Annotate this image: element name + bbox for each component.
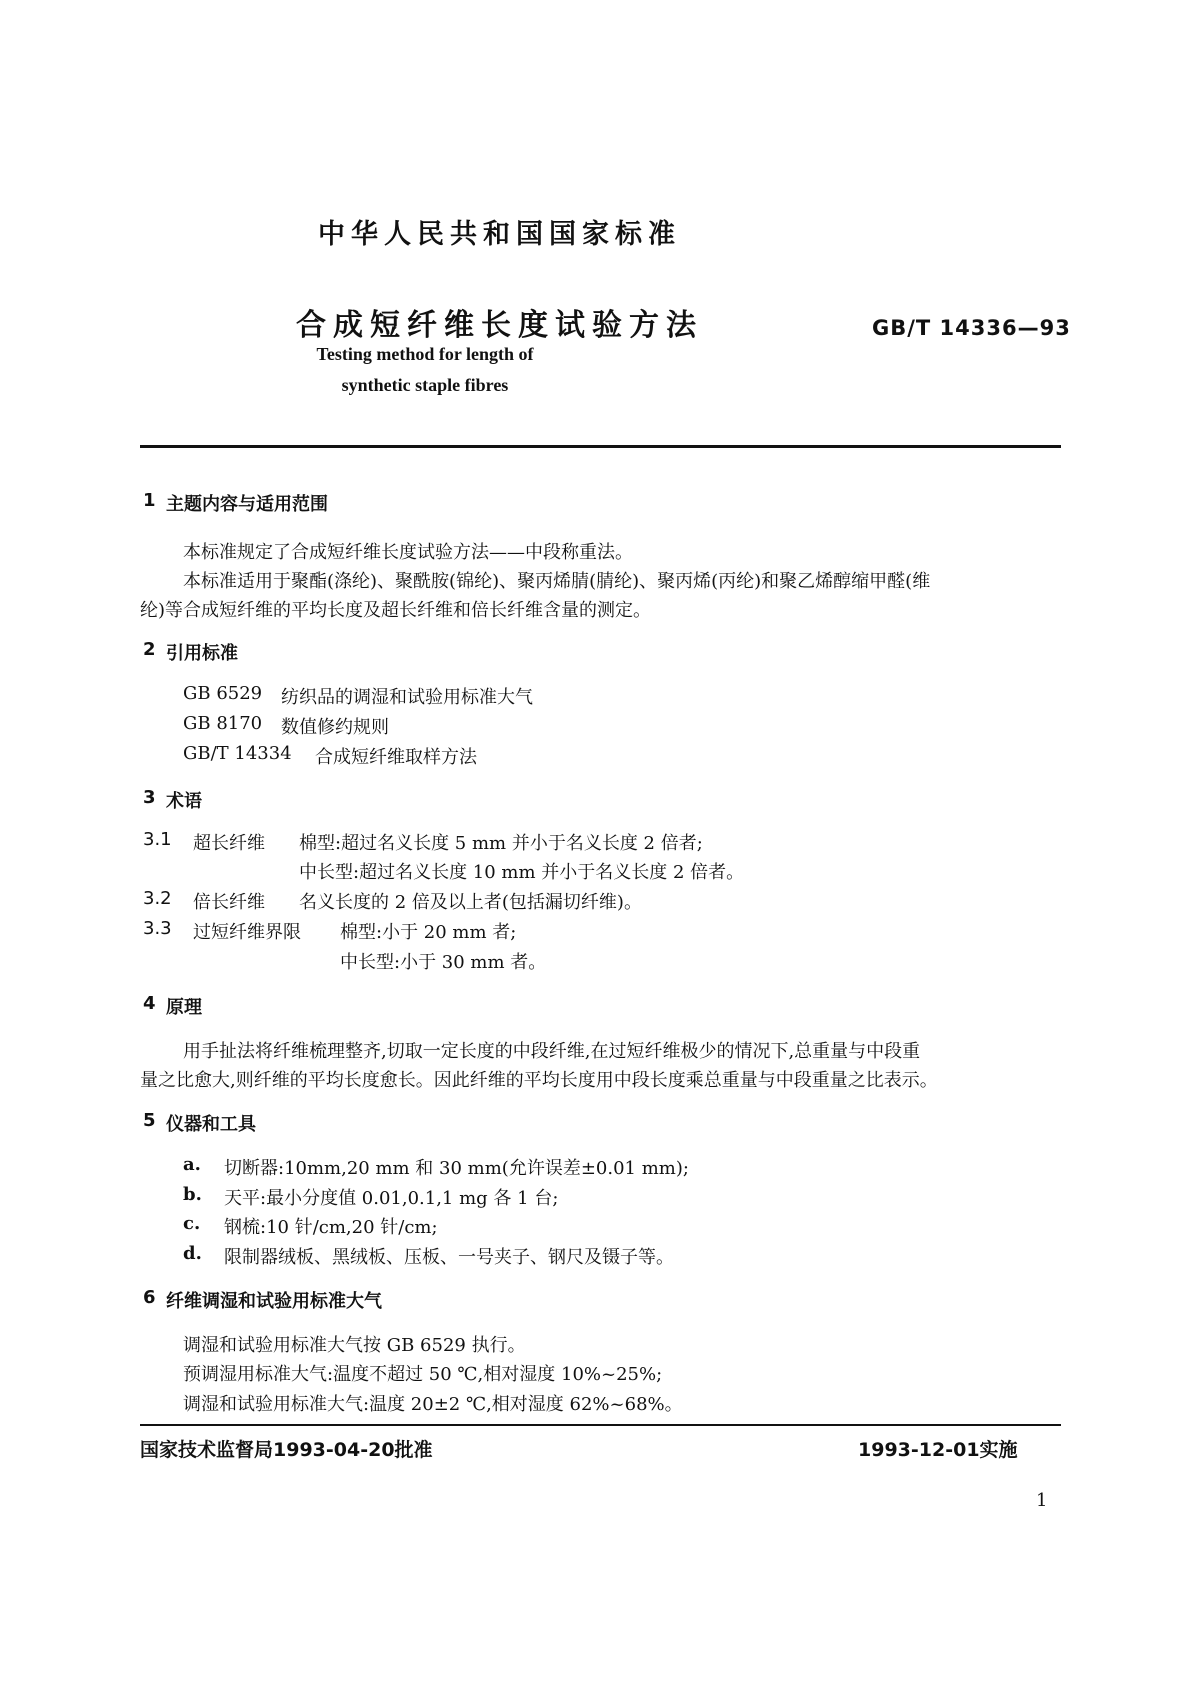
document-title: 合成短纤维长度试验方法: [296, 308, 703, 343]
section-1-paragraph-2: 本标准适用于聚酯(涤纶)、聚酰胺(锦纶)、聚丙烯腈(腈纶)、聚丙烯(丙纶)和聚乙烯醇缩甲醛(维: [183, 571, 931, 592]
reference-code: GB 6529: [183, 683, 263, 704]
list-item-label: c.: [183, 1213, 201, 1234]
term-3-1-number: 3.1: [143, 829, 172, 850]
english-title-line-2: synthetic staple fibres: [341, 375, 509, 395]
term-3-1-name: 超长纤维: [193, 833, 265, 854]
section-1-paragraph-1: 本标准规定了合成短纤维长度试验方法——中段称重法。: [183, 542, 633, 563]
term-3-3-name: 过短纤维界限: [193, 922, 301, 943]
list-item-label: a.: [183, 1154, 201, 1175]
term-3-3-number: 3.3: [143, 918, 172, 939]
section-6-line: 预调湿用标准大气:温度不超过 50 ℃,相对湿度 10%~25%;: [183, 1364, 663, 1385]
approval-note: 国家技术监督局1993-04-20批准: [140, 1439, 433, 1461]
term-3-2-name: 倍长纤维: [193, 892, 265, 913]
page-number: 1: [1036, 1490, 1048, 1511]
section-3-number: 3: [143, 787, 156, 808]
reference-code: GB 8170: [183, 713, 263, 734]
term-3-1-definition: 棉型:超过名义长度 5 mm 并小于名义长度 2 倍者;: [299, 833, 703, 854]
term-3-3-definition-cont: 中长型:小于 30 mm 者。: [340, 952, 547, 973]
section-4-paragraph: 用手扯法将纤维梳理整齐,切取一定长度的中段纤维,在过短纤维极少的情况下,总重量与中段重: [183, 1041, 921, 1062]
list-item-text: 限制器绒板、黑绒板、压板、一号夹子、钢尺及镊子等。: [224, 1247, 674, 1268]
term-3-1-definition-cont: 中长型:超过名义长度 10 mm 并小于名义长度 2 倍者。: [299, 862, 745, 883]
section-5-heading: 仪器和工具: [166, 1114, 256, 1135]
list-item-label: d.: [183, 1243, 202, 1264]
section-2-heading: 引用标准: [166, 643, 238, 664]
english-title-line-1: Testing method for length of: [316, 344, 534, 364]
section-6-number: 6: [143, 1287, 156, 1308]
footer-rule: [140, 1424, 1061, 1426]
reference-code: GB/T 14334: [183, 743, 292, 764]
term-3-2-definition: 名义长度的 2 倍及以上者(包括漏切纤维)。: [299, 892, 642, 913]
section-6-line: 调湿和试验用标准大气:温度 20±2 ℃,相对湿度 62%~68%。: [183, 1394, 683, 1415]
section-6-line: 调湿和试验用标准大气按 GB 6529 执行。: [183, 1335, 526, 1356]
standard-number: GB/T 14336—93: [872, 316, 1071, 340]
term-3-3-definition: 棉型:小于 20 mm 者;: [340, 922, 517, 943]
list-item-label: b.: [183, 1184, 202, 1205]
reference-name: 数值修约规则: [281, 717, 389, 738]
list-item-text: 钢梳:10 针/cm,20 针/cm;: [224, 1217, 438, 1238]
section-4-number: 4: [143, 993, 156, 1014]
section-3-heading: 术语: [166, 791, 202, 812]
section-1-paragraph-2-cont: 纶)等合成短纤维的平均长度及超长纤维和倍长纤维含量的测定。: [140, 600, 652, 621]
header-rule: [140, 445, 1061, 448]
national-standard-title: 中华人民共和国国家标准: [318, 219, 681, 250]
section-2-number: 2: [143, 639, 156, 660]
reference-name: 合成短纤维取样方法: [315, 747, 477, 768]
section-4-paragraph-cont: 量之比愈大,则纤维的平均长度愈长。因此纤维的平均长度用中段长度乘总重量与中段重量之比表示。: [140, 1070, 938, 1091]
implementation-date: 1993-12-01实施: [858, 1439, 1018, 1461]
section-1-heading: 主题内容与适用范围: [166, 494, 328, 515]
section-6-heading: 纤维调湿和试验用标准大气: [166, 1291, 382, 1312]
list-item-text: 切断器:10mm,20 mm 和 30 mm(允许误差±0.01 mm);: [224, 1158, 689, 1179]
section-5-number: 5: [143, 1110, 156, 1131]
section-1-number: 1: [143, 490, 156, 511]
section-4-heading: 原理: [166, 997, 202, 1018]
term-3-2-number: 3.2: [143, 888, 172, 909]
reference-name: 纺织品的调湿和试验用标准大气: [281, 687, 533, 708]
list-item-text: 天平:最小分度值 0.01,0.1,1 mg 各 1 台;: [224, 1188, 559, 1209]
